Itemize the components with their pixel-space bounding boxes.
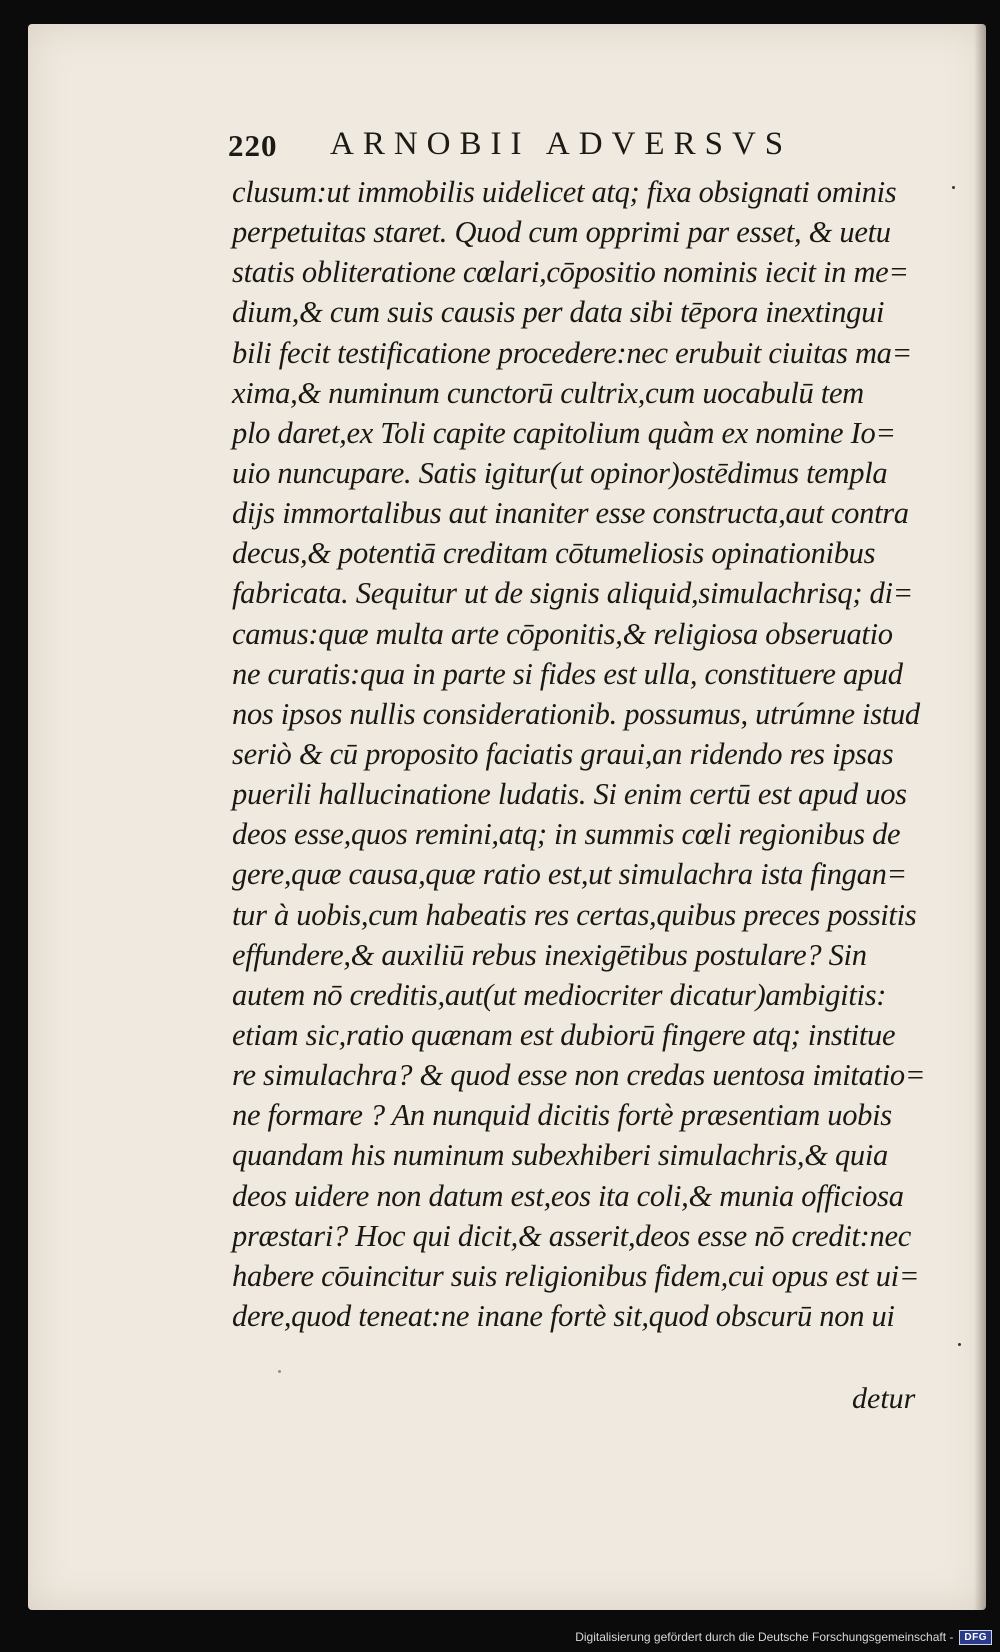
text-line: re simulachra? & quod esse non credas uentosa imitatio=: [232, 1058, 926, 1093]
text-line: statis obliteratione cœlari,cōpositio nominis iecit in me=: [232, 255, 909, 290]
text-line: perpetuitas staret. Quod cum opprimi par esset, & uetu: [232, 215, 891, 250]
body-text: [232, 172, 932, 1336]
catchword: detur: [852, 1382, 916, 1415]
text-line: habere cōuincitur suis religionibus fidem,cui opus est ui=: [232, 1258, 920, 1293]
text-line: plo daret,ex Toli capite capitolium quàm ex nomine Io=: [232, 415, 896, 450]
digitization-credit: [575, 1626, 992, 1648]
credit-text: Digitalisierung gefördert durch die Deutsche Forschungsgemeinschaft -: [575, 1630, 954, 1644]
text-line: gere,quæ causa,quæ ratio est,ut simulachra ista fingan=: [232, 857, 907, 892]
running-title: ARNOBII ADVERSVS: [330, 126, 793, 162]
text-line: dere,quod teneat:ne inane fortè sit,quod obscurū non ui: [232, 1298, 895, 1333]
text-line: præstari? Hoc qui dicit,& asserit,deos esse nō credit:nec: [232, 1218, 911, 1253]
text-line: clusum:ut immobilis uidelicet atq; fixa obsignati ominis: [232, 175, 897, 209]
text-line: xima,& numinum cunctorū cultrix,cum uocabulū tem: [232, 375, 864, 410]
text-line: decus,& potentiā creditam cōtumeliosis opinationibus: [232, 536, 876, 571]
text-line: etiam sic,ratio quænam est dubiorū fingere atq; institue: [232, 1017, 896, 1052]
text-line: puerili hallucinatione ludatis. Si enim certū est apud uos: [232, 777, 907, 812]
text-line: dium,& cum suis causis per data sibi tēpora inextingui: [232, 295, 885, 330]
text-line: autem nō creditis,aut(ut mediocriter dicatur)ambigitis:: [232, 977, 887, 1012]
text-line: fabricata. Sequitur ut de signis aliquid,simulachrisq; di=: [232, 576, 913, 611]
dfg-logo-icon: DFG: [959, 1630, 992, 1645]
text-line: quandam his numinum subexhiberi simulachris,& quia: [232, 1138, 888, 1173]
text-line: camus:quæ multa arte cōponitis,& religiosa obseruatio: [232, 616, 893, 651]
paper-speck: [958, 1343, 961, 1346]
page-edge-shadow: [974, 24, 986, 1610]
page-number: 220: [228, 128, 278, 163]
text-line: dijs immortalibus aut inaniter esse constructa,aut contra: [232, 496, 909, 531]
text-line: tur à uobis,cum habeatis res certas,quibus preces possitis: [232, 897, 917, 932]
text-line: effundere,& auxiliū rebus inexigētibus postulare? Sin: [232, 937, 867, 972]
text-line: deos esse,quos remini,atq; in summis cœli regionibus de: [232, 817, 901, 852]
text-line: ne curatis:qua in parte si fides est ulla, constituere apud: [232, 656, 903, 691]
text-line: uio nuncupare. Satis igitur(ut opinor)ostēdimus templa: [232, 455, 888, 490]
paper-speck: [278, 1370, 281, 1373]
text-line: bili fecit testificatione procedere:nec erubuit ciuitas ma=: [232, 335, 912, 370]
paper-speck: [952, 186, 955, 189]
text-line: nos ipsos nullis considerationib. possumus, utrúmne istud: [232, 696, 920, 731]
text-line: seriò & cū proposito faciatis graui,an ridendo res ipsas: [232, 736, 894, 771]
text-line: ne formare ? An nunquid dicitis fortè præsentiam uobis: [232, 1098, 892, 1133]
text-line: deos uidere non datum est,eos ita coli,& munia officiosa: [232, 1178, 904, 1213]
page-header: [228, 126, 888, 168]
